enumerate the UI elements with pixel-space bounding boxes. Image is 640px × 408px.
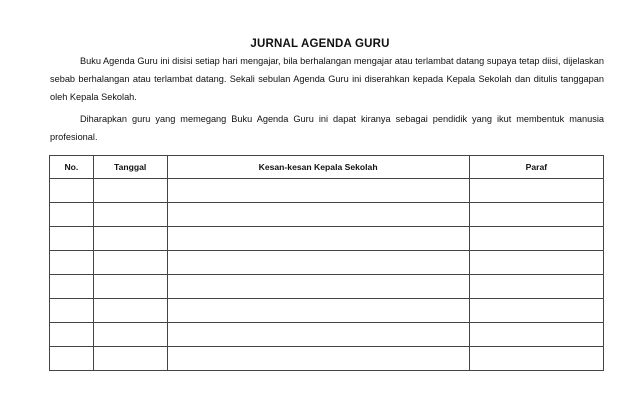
tanggal-cell: [93, 227, 167, 251]
table-row: [50, 179, 604, 203]
kesan-cell: [167, 347, 469, 371]
paraf-cell: [469, 299, 603, 323]
expectation-paragraph: Diharapkan guru yang memegang Buku Agenda Guru ini dapat kiranya sebagai pendidik yang ikut membentuk manusia profesional.: [50, 114, 604, 142]
kesan-cell: [167, 203, 469, 227]
no-cell: [50, 275, 94, 299]
header-paraf: Paraf: [469, 156, 603, 179]
kesan-cell: [167, 251, 469, 275]
tanggal-cell: [93, 251, 167, 275]
no-cell: [50, 347, 94, 371]
no-cell: [50, 203, 94, 227]
paraf-cell: [469, 323, 603, 347]
kesan-cell: [167, 299, 469, 323]
table-body: [50, 179, 604, 371]
table-row: [50, 275, 604, 299]
table-row: [50, 227, 604, 251]
document-title: JURNAL AGENDA GURU: [250, 38, 390, 50]
kesan-cell: [167, 323, 469, 347]
tanggal-cell: [93, 179, 167, 203]
paraf-cell: [469, 275, 603, 299]
paraf-cell: [469, 179, 603, 203]
table-row: [50, 299, 604, 323]
kesan-cell: [167, 227, 469, 251]
paraf-cell: [469, 251, 603, 275]
table-row: [50, 323, 604, 347]
tanggal-cell: [93, 299, 167, 323]
kesan-cell: [167, 275, 469, 299]
tanggal-cell: [93, 347, 167, 371]
no-cell: [50, 179, 94, 203]
table-row: [50, 347, 604, 371]
no-cell: [50, 323, 94, 347]
header-no: No.: [50, 156, 94, 179]
instruction-paragraph: Buku Agenda Guru ini disisi setiap hari mengajar, bila berhalangan mengajar atau terlambat datang supaya tetap diisi, dijelaskan sebab berhalangan atau terlambat datang. Sekali sebulan Agenda Guru ini diserahkan kepada Kepala Sekolah dan ditulis tanggapan oleh Kepala Sekolah.: [50, 56, 604, 102]
table-header-row: [50, 156, 604, 179]
paraf-cell: [469, 203, 603, 227]
journal-table: [49, 155, 604, 371]
no-cell: [50, 227, 94, 251]
tanggal-cell: [93, 323, 167, 347]
header-kesan: Kesan-kesan Kepala Sekolah: [167, 156, 469, 179]
paraf-cell: [469, 347, 603, 371]
table-row: [50, 203, 604, 227]
no-cell: [50, 299, 94, 323]
tanggal-cell: [93, 203, 167, 227]
no-cell: [50, 251, 94, 275]
kesan-cell: [167, 179, 469, 203]
tanggal-cell: [93, 275, 167, 299]
paraf-cell: [469, 227, 603, 251]
header-tanggal: Tanggal: [93, 156, 167, 179]
table-row: [50, 251, 604, 275]
